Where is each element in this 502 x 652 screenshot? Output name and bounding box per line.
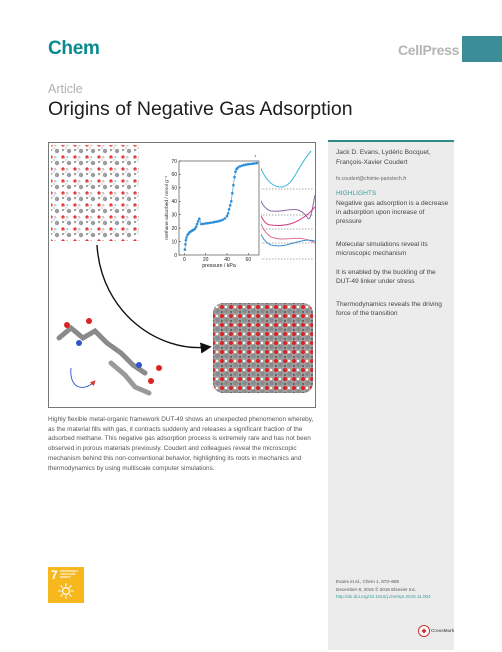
y-tick-label: 60 (171, 172, 177, 179)
x-tick-label: 0 (182, 257, 186, 263)
isotherm-point (232, 184, 235, 187)
isotherm-point (184, 248, 187, 251)
open-framework-structure (51, 145, 139, 241)
isotherm-point (228, 208, 231, 211)
isotherm-point (230, 200, 233, 203)
sdg-badge (48, 567, 84, 603)
isotherm-point (241, 164, 244, 167)
isotherm-point (227, 212, 230, 215)
publisher-logo: CellPress (398, 42, 460, 58)
highlight-item: Thermodynamics reveals the driving force of the transition (336, 301, 442, 317)
chart-background (169, 157, 261, 267)
highlight-item: Negative gas adsorption is a decrease in adsorption upon increase of pressure (336, 200, 449, 225)
citation-block (336, 578, 452, 601)
isotherm-point (233, 176, 236, 179)
isotherm-point (196, 223, 199, 226)
highlight-item: Molecular simulations reveal its microscopic mechanism (336, 241, 428, 257)
x-tick-label: 40 (224, 257, 230, 263)
corresponding-email[interactable]: fx.coudert@chimie-paristech.fr (336, 176, 407, 182)
isotherm-point (185, 236, 188, 239)
y-tick-label: 0 (174, 252, 177, 259)
isotherm-point (198, 217, 201, 220)
journal-logo: Chem (48, 38, 100, 59)
y-tick-label: 40 (171, 199, 177, 206)
isotherm-point (256, 162, 259, 165)
y-tick-label: 50 (171, 185, 177, 192)
highlights-heading: HIGHLIGHTS (336, 190, 377, 197)
isotherm-point (231, 192, 234, 195)
citation-ref: Evans et al., Chem 1, 873–886 (336, 579, 400, 584)
isotherm-point (234, 170, 237, 173)
isotherm-point (185, 239, 188, 242)
isotherm-point (215, 220, 218, 223)
crossmark-label: CrossMark (431, 628, 455, 633)
isotherm-point (202, 223, 205, 226)
y-axis-label: methane adsorbed / mmol g⁻¹ (165, 176, 170, 240)
isotherm-chart (164, 157, 261, 269)
highlight-item: It is enabled by the buckling of the DUT-49 linker under stress (336, 269, 436, 285)
y-tick-label: 20 (171, 225, 177, 232)
isotherm-point (226, 215, 229, 218)
isotherm-point (229, 204, 232, 207)
x-axis-label: pressure / kPa (202, 263, 236, 269)
contracted-framework-structure (213, 303, 313, 393)
sdg-label: AFFORDABLE AND CLEAN ENERGY (60, 570, 78, 579)
graphical-abstract-svg (49, 143, 316, 408)
linker-molecule-structure (59, 318, 162, 393)
isotherm-point (197, 220, 200, 223)
free-energy-profiles (255, 151, 315, 246)
isotherm-point (247, 163, 250, 166)
x-tick-label: 20 (202, 257, 209, 263)
x-tick-label: 60 (245, 257, 252, 263)
author-list: Jack D. Evans, Lydéric Bocquet, François-Xavier Coudert (336, 149, 431, 166)
y-tick-label: 30 (171, 212, 177, 219)
sun-icon (58, 583, 74, 599)
summary-paragraph: Highly flexible metal-organic framework DUT-49 shows an unexpected phenomenon whereby, as the material fills with gas, it contracts suddenly and releases a significant fraction of the adsorbed methane. This negative gas adsorption process is extremely rare and has not been observed in porous materials previously. Coudert and colleagues reveal the microscopic mechanism behind this non-conventional behavior, highlighting its roots in mechanics and thermodynamics by using multiscale computer simulations. (48, 416, 314, 472)
y-tick-label: 70 (171, 158, 177, 165)
isotherm-point (221, 219, 224, 222)
isotherm-point (184, 243, 187, 246)
article-title: Origins of Negative Gas Adsorption (48, 98, 353, 120)
doi-link[interactable]: http://dx.doi.org/10.1016/j.chempr.2016.11.004 (336, 594, 431, 600)
isotherm-point (253, 162, 256, 165)
citation-date: December 8, 2016 © 2016 Elsevier Inc. (336, 586, 417, 592)
publisher-color-block (462, 36, 502, 62)
y-tick-label: 10 (171, 239, 177, 246)
isotherm-point (209, 222, 212, 225)
isotherm-point (224, 217, 227, 220)
article-type: Article (48, 82, 83, 96)
isotherm-point (195, 226, 198, 229)
sdg-number: 7 (51, 568, 58, 582)
graphical-abstract (48, 142, 316, 408)
